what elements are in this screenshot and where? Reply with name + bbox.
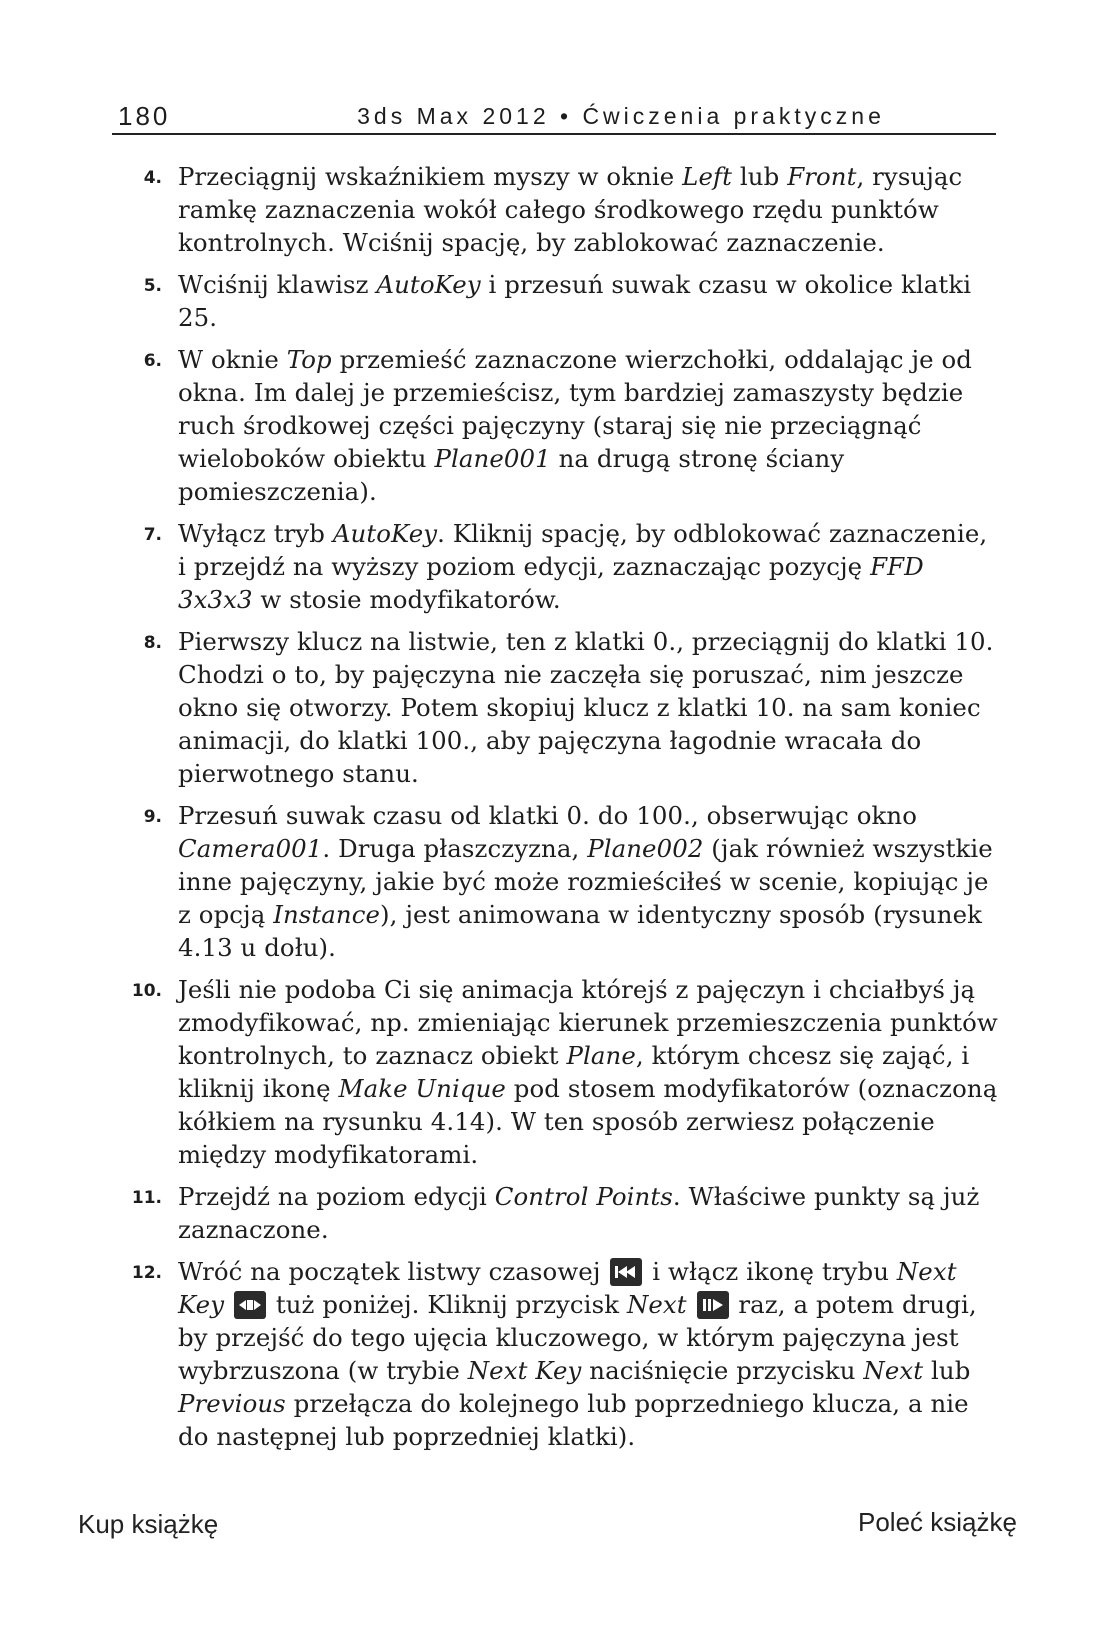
- go-to-start-icon: [610, 1258, 642, 1286]
- key-mode-toggle-icon: [234, 1291, 266, 1319]
- instruction-list: [112, 160, 1002, 1462]
- list-item: [112, 268, 1002, 334]
- step-text: Przesuń suwak czasu od klatki 0. do 100., obserwując okno Camera001. Druga płaszczyzna, Plane002 (jak również wszystkie inne pajęczyny, jakie być może rozmieściłeś w scenie, kopiując je z opcją Instance), jest animowana w identyczny sposób (rysunek 4.13 u dołu).: [178, 801, 993, 962]
- step-text: Przejdź na poziom edycji Control Points. Właściwe punkty są już zaznaczone.: [178, 1182, 980, 1244]
- list-item: [112, 160, 1002, 259]
- list-item: [112, 799, 1002, 964]
- list-item: [112, 1180, 1002, 1246]
- list-item: [112, 973, 1002, 1171]
- step-number: 4.: [143, 168, 162, 188]
- step-number: 6.: [143, 351, 162, 371]
- list-item: [112, 625, 1002, 790]
- step-number: 5.: [143, 276, 162, 296]
- step-text: Przeciągnij wskaźnikiem myszy w oknie Left lub Front, rysując ramkę zaznaczenia wokół całego środkowego rzędu punktów kontrolnych. Wciśnij spację, by zablokować zaznaczenie.: [178, 162, 963, 257]
- step-number: 8.: [143, 633, 162, 653]
- page-header: [112, 97, 996, 135]
- step-text: Jeśli nie podoba Ci się animacja którejś z pajęczyn i chciałbyś ją zmodyfikować, np. zmieniając kierunek przemieszczenia punktów kontrolnych, to zaznacz obiekt Plane, którym chcesz się zająć, i kliknij ikonę Make Unique pod stosem modyfikatorów (oznaczoną kółkiem na rysunku 4.14). W ten sposób zerwiesz połączenie między modyfikatorami.: [178, 975, 998, 1169]
- step-text: W oknie Top przemieść zaznaczone wierzchołki, oddalając je od okna. Im dalej je przemieścisz, tym bardziej zamaszysty będzie ruch środkowej części pajęczyny (staraj się nie przeciągnąć wieloboków obiektu Plane001 na drugą stronę ściany pomieszczenia).: [178, 345, 972, 506]
- step-text: Wciśnij klawisz AutoKey i przesuń suwak czasu w okolice klatki 25.: [178, 270, 972, 332]
- step-number: 10.: [131, 981, 162, 1001]
- list-item: [112, 517, 1002, 616]
- step-number: 12.: [131, 1263, 162, 1283]
- step-text: Wyłącz tryb AutoKey. Kliknij spację, by odblokować zaznaczenie, i przejdź na wyższy poziom edycji, zaznaczając pozycję FFD 3x3x3 w stosie modyfikatorów.: [178, 519, 988, 614]
- step-text: Wróć na początek listwy czasowej i włącz ikonę trybu Next Key tuż poniżej. Kliknij przycisk Next raz, a potem drugi, by przejść do tego ujęcia kluczowego, w którym pajęczyna jest wybrzuszona (w trybie Next Key naciśnięcie przycisku Next lub Previous przełącza do kolejnego lub poprzedniego klucza, a nie do następnej lub poprzedniej klatki).: [178, 1257, 977, 1451]
- page-number: 180: [118, 101, 171, 131]
- list-item: [112, 1255, 1002, 1453]
- step-number: 7.: [143, 525, 162, 545]
- step-number: 11.: [131, 1188, 162, 1208]
- list-item: [112, 343, 1002, 508]
- running-title: 3ds Max 2012 • Ćwiczenia praktyczne: [357, 103, 885, 129]
- buy-book-link[interactable]: Kup książkę: [78, 1509, 219, 1539]
- next-frame-icon: [697, 1291, 729, 1319]
- step-number: 9.: [143, 807, 162, 827]
- recommend-book-link[interactable]: Poleć książkę: [858, 1507, 1017, 1537]
- step-text: Pierwszy klucz na listwie, ten z klatki 0., przeciągnij do klatki 10. Chodzi o to, by pajęczyna nie zaczęła się poruszać, nim jeszcze okno się otworzy. Potem skopiuj klucz z klatki 10. na sam koniec animacji, do klatki 100., aby pajęczyna łagodnie wracała do pierwotnego stanu.: [178, 627, 994, 788]
